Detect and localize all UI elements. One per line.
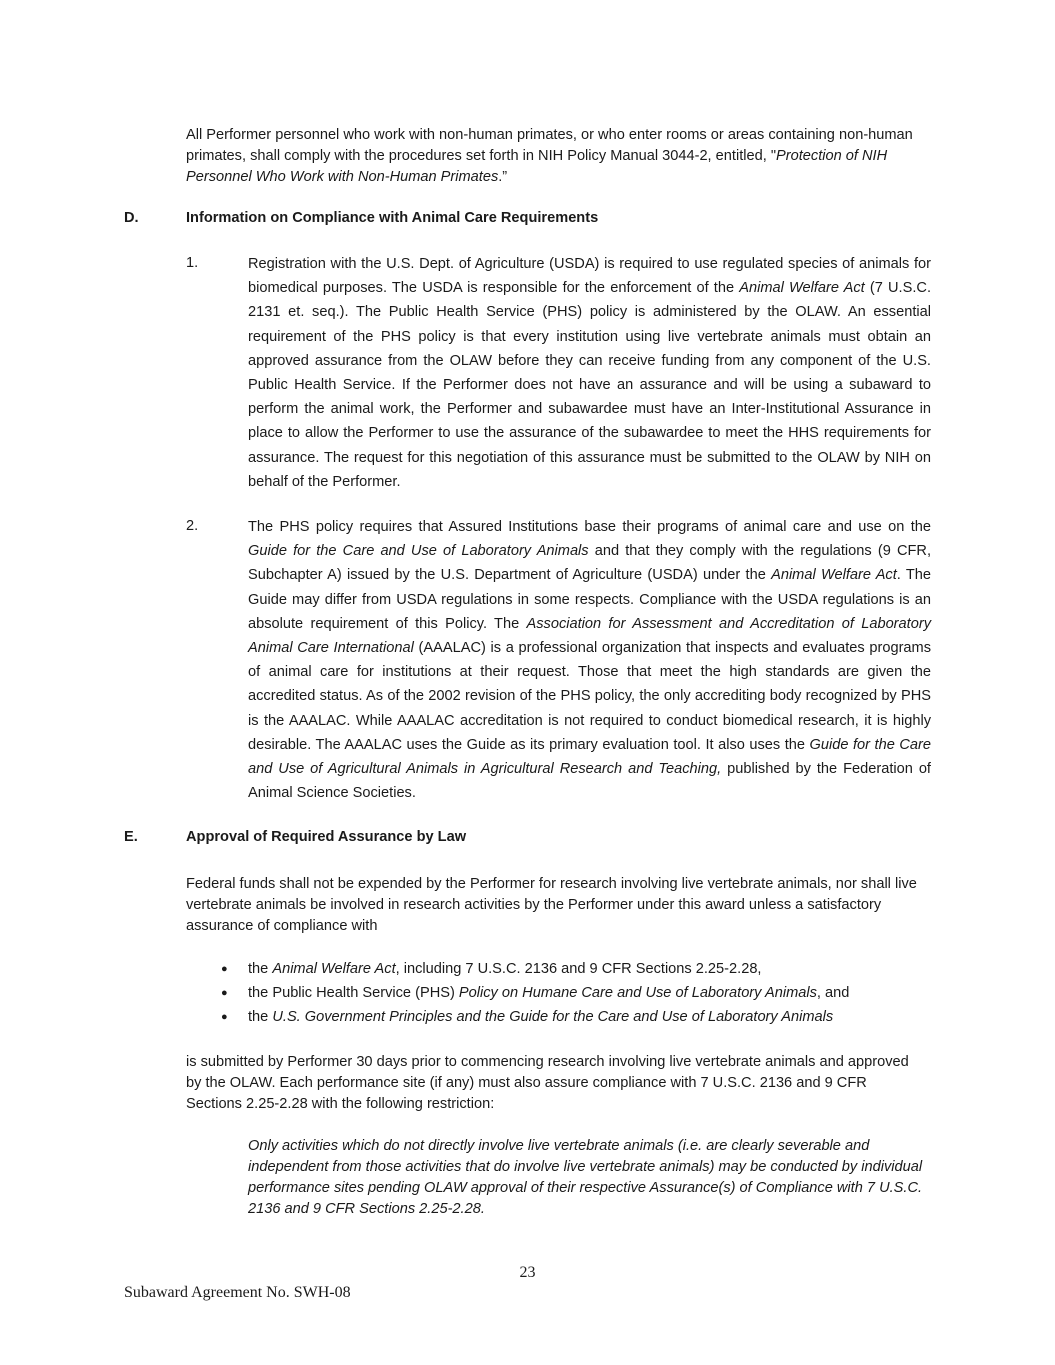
bullet-dot-icon: ●	[221, 987, 228, 999]
footer-agreement-number: Subaward Agreement No. SWH-08	[124, 1284, 351, 1301]
section-e-heading: Approval of Required Assurance by Law	[186, 829, 467, 845]
section-e-paragraph-1: Federal funds shall not be expended by the Performer for research involving live vertebrate animals, nor shall live vertebrate animals be involved in research activities by the Performer under this award unless a satisfactory assurance of compliance with	[186, 876, 917, 934]
bullet-dot-icon: ●	[221, 1011, 228, 1023]
bullet-item: ● the U.S. Government Principles and the Guide for the Care and Use of Laboratory Animals	[221, 1005, 931, 1029]
bullet-item: ● the Animal Welfare Act, including 7 U.S.C. 2136 and 9 CFR Sections 2.25-2.28,	[221, 957, 931, 981]
section-d-item1-number: 1.	[186, 255, 199, 271]
section-d-item1-text: Registration with the U.S. Dept. of Agriculture (USDA) is required to use regulated species of animals for biomedical purposes. The USDA is responsible for the enforcement of the Animal Welfare Act (7 U.S.C. 2131 et. seq.). The Public Health Service (PHS) policy is administered by the OLAW. An essential requirement of the PHS policy is that every institution using live vertebrate animals must obtain an approved assurance from the OLAW before they can receive funding from any component of the U.S. Public Health Service. If the Performer does not have an assurance and will be using a subaward to perform the animal work, the Performer and subawardee must have an Inter-Institutional Assurance in place to allow the Performer to use the assurance of the subawardee to meet the HHS requirements for assurance. The request for this negotiation of this assurance must be submitted to the OLAW by NIH on behalf of the Performer.	[248, 256, 931, 490]
bullet-item: ● the Public Health Service (PHS) Policy on Humane Care and Use of Laboratory Animals, and	[221, 981, 931, 1005]
restriction-quote: Only activities which do not directly involve live vertebrate animals (i.e. are clearly severable and independent from those activities that do involve live vertebrate animals) may be conducted by individual performance sites pending OLAW approval of their respective Assurance(s) of Compliance with 7 U.S.C. 2136 and 9 CFR Sections 2.25-2.28.	[248, 1138, 923, 1217]
section-d-heading: Information on Compliance with Animal Care Requirements	[186, 210, 599, 226]
intro-paragraph: All Performer personnel who work with non-human primates, or who enter rooms or areas containing non-human primates, shall comply with the procedures set forth in NIH Policy Manual 3044-2, entitled, "Protection of NIH Personnel Who Work with Non-Human Primates.”	[186, 127, 913, 185]
bullet-dot-icon: ●	[221, 963, 228, 975]
section-d-item2-text: The PHS policy requires that Assured Institutions base their programs of animal care and use on the Guide for the Care and Use of Laboratory Animals and that they comply with the regulations (9 CFR, Subchapter A) issued by the U.S. Department of Agriculture (USDA) under the Animal Welfare Act. The Guide may differ from USDA regulations in some respects. Compliance with the USDA regulations is an absolute requirement of this Policy. The Association for Assessment and Accreditation of Laboratory Animal Care International (AAALAC) is a professional organization that inspects and evaluates programs of animal care for institutions at their request. Those that meet the high standards are given the accredited status. As of the 2002 revision of the PHS policy, the only accrediting body recognized by PHS is the AAALAC. While AAALAC accreditation is not required to conduct biomedical research, it is highly desirable. The AAALAC uses the Guide as its primary evaluation tool. It also uses the Guide for the Care and Use of Agricultural Animals in Agricultural Research and Teaching, published by the Federation of Animal Science Societies.	[248, 519, 932, 802]
section-e-letter: E.	[124, 829, 138, 845]
intro-manual-title: Protection of NIH Personnel Who Work with Non-Human Primates	[186, 148, 888, 185]
section-e-paragraph-2: is submitted by Performer 30 days prior to commencing research involving live vertebrate animals and approved by the OLAW. Each performance site (if any) must also assure compliance with 7 U.S.C. 2136 and 9 CFR Sections 2.25-2.28 with the following restriction:	[186, 1054, 909, 1112]
compliance-bullet-list	[221, 957, 931, 1029]
section-d-item2-number: 2.	[186, 518, 199, 534]
section-d-letter: D.	[124, 210, 139, 226]
page-number: 23	[519, 1264, 536, 1281]
